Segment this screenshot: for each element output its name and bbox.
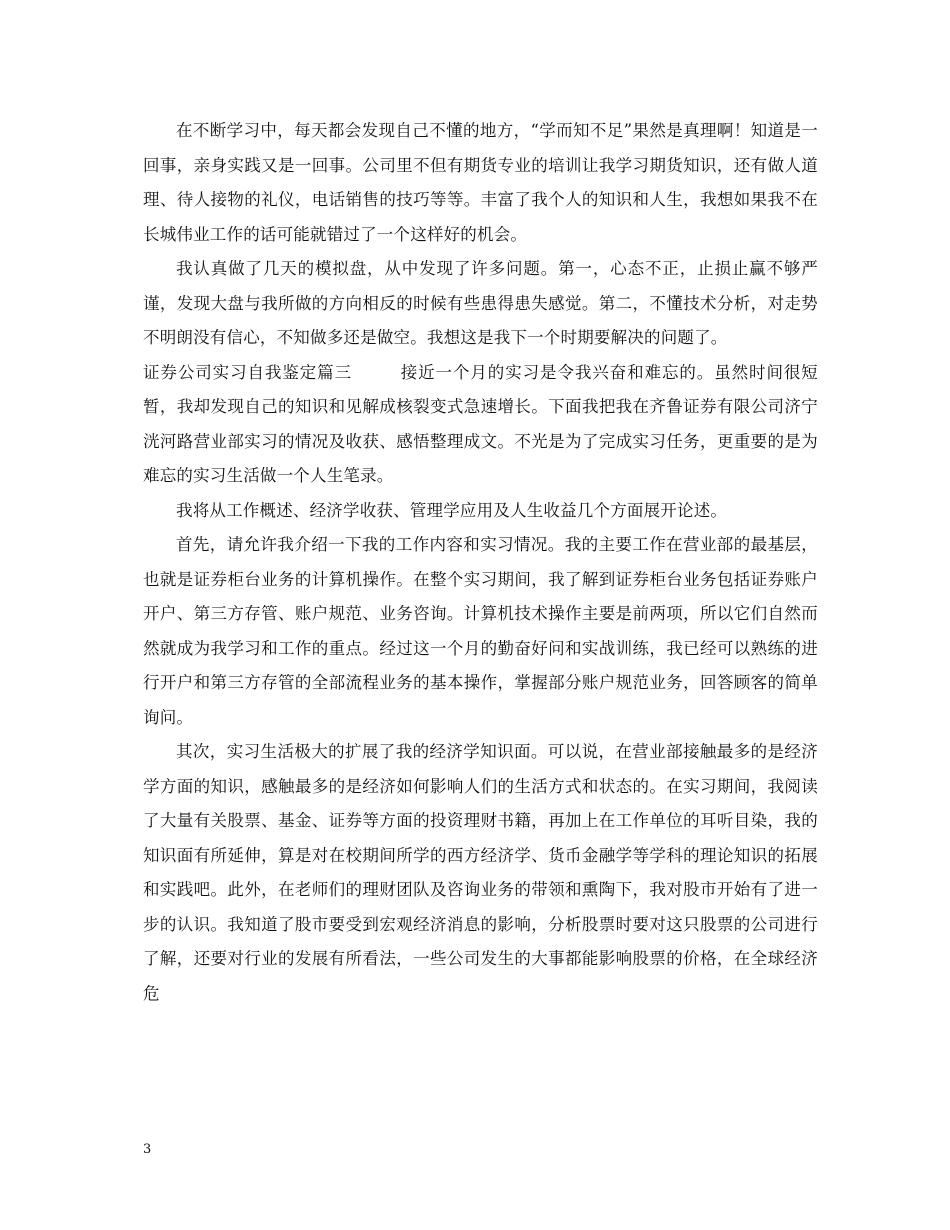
body-paragraph: 其次，实习生活极大的扩展了我的经济学知识面。可以说，在营业部接触最多的是经济学方面的知识，感触最多的是经济如何影响人们的生活方式和状态的。在实习期间，我阅读了大量有关股票、基金、证券等方面的投资理财书籍，再加上在工作单位的耳听目染，我的知识面有所延伸，算是对在校期间所学的西方经济学、货币金融学等学科的理论知识的拓展和实践吧。此外，在老师们的理财团队及咨询业务的带领和熏陶下，我对股市开始有了进一步的认识。我知道了股市要受到宏观经济消息的影响，分析股票时要对这只股票的公司进行了解，还要对行业的发展有所看法，一些公司发生的大事都能影响股票的价格，在全球经济危: [143, 742, 818, 1003]
body-paragraph: 我将从工作概述、经济学收获、管理学应用及人生收益几个方面展开论述。: [176, 500, 728, 520]
body-paragraph: 在不断学习中，每天都会发现自己不懂的地方，“学而知不足”果然是真理啊！知道是一回事，亲身实践又是一回事。公司里不但有期货专业的培训让我学习期货知识，还有做人道理、待人接物的礼仪，电话销售的技巧等等。丰富了我个人的知识和人生，我想如果我不在长城伟业工作的话可能就错过了一个这样好的机会。: [143, 121, 818, 244]
page-number: 3: [143, 1142, 152, 1157]
body-paragraph: 首先，请允许我介绍一下我的工作内容和实习情况。我的主要工作在营业部的最基层，也就是证券柜台业务的计算机操作。在整个实习期间，我了解到证券柜台业务包括证券账户开户、第三方存管、账户规范、业务咨询。计算机技术操作主要是前两项，所以它们自然而然就成为我学习和工作的重点。经过这一个月的勤奋好问和实战训练，我已经可以熟练的进行开户和第三方存管的全部流程业务的基本操作，掌握部分账户规范业务，回答顾客的简单询问。: [143, 535, 818, 727]
section-first-paragraph: 接近一个月的实习是令我兴奋和难忘的。虽然时间很短暂，我却发现自己的知识和见解成核裂变式急速增长。下面我把我在齐鲁证券有限公司济宁洸河路营业部实习的情况及收获、感悟整理成文。不光是为了完成实习任务，更重要的是为难忘的实习生活做一个人生笔录。: [143, 362, 818, 485]
document-body: [143, 114, 818, 1011]
section-heading: 证券公司实习自我鉴定篇三: [143, 362, 352, 382]
section-paragraph: [143, 356, 818, 494]
body-paragraph: 我认真做了几天的模拟盘，从中发现了许多问题。第一，心态不正，止损止赢不够严谨，发现大盘与我所做的方向相反的时候有些患得患失感觉。第二，不懂技术分析，对走势不明朗没有信心，不知做多还是做空。我想这是我下一个时期要解决的问题了。: [143, 259, 818, 347]
